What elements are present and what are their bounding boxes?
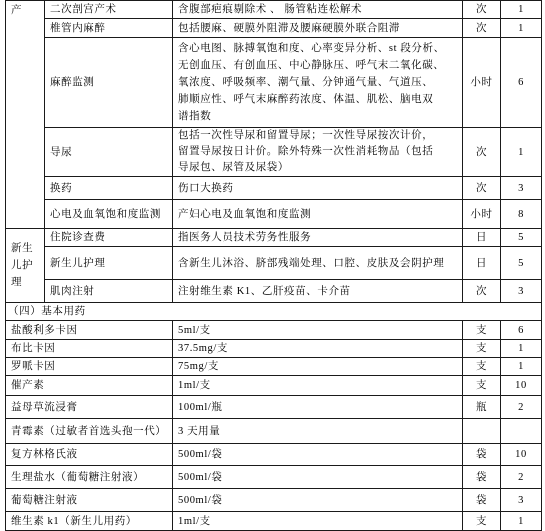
description-line: 注射维生素 K1、乙肝疫苗、卡介苗 (178, 285, 351, 297)
item-quantity: 1 (501, 128, 542, 177)
item-name: 住院诊查费 (45, 229, 173, 247)
drug-spec: 100ml/瓶 (173, 396, 463, 419)
drug-quantity: 3 (501, 489, 542, 512)
drug-unit: 瓶 (463, 396, 501, 419)
fee-table (5, 0, 542, 531)
description-line: 指医务人员技术劳务性服务 (178, 232, 312, 243)
drug-quantity: 2 (501, 466, 542, 489)
item-unit: 次 (463, 280, 501, 303)
description-line: 导尿包、尿管及尿袋） (178, 162, 289, 173)
table-row (6, 200, 542, 229)
drug-quantity: 1 (501, 512, 542, 531)
section-title: （四）基本用药 (6, 303, 542, 321)
drug-name: 布比卡因 (6, 340, 173, 358)
table-row (6, 1, 542, 19)
category-cell (6, 229, 45, 303)
item-name: 换药 (45, 177, 173, 200)
drug-quantity: 10 (501, 444, 542, 466)
item-quantity: 5 (501, 229, 542, 247)
drug-name: 青霉素（过敏者首选头孢一代） (6, 419, 173, 444)
drug-quantity: 6 (501, 321, 542, 340)
item-quantity: 1 (501, 1, 542, 19)
item-description (173, 1, 463, 19)
description-line: 伤口大换药 (178, 182, 234, 194)
table-row (6, 512, 542, 531)
drug-name: 生理盐水（葡萄糖注射液） (6, 466, 173, 489)
section-row (6, 303, 542, 321)
table-row (6, 396, 542, 419)
item-quantity: 5 (501, 247, 542, 280)
item-description (173, 229, 463, 247)
drug-spec: 3 天用量 (173, 419, 463, 444)
item-description (173, 177, 463, 200)
item-name: 心电及血氧饱和度监测 (45, 200, 173, 229)
table-row (6, 38, 542, 128)
table-row (6, 376, 542, 396)
drug-name: 复方林格氏液 (6, 444, 173, 466)
description-line: 包括一次性导尿和留置导尿；一次性导尿按次计价， (178, 130, 434, 141)
item-name: 导尿 (45, 128, 173, 177)
drug-spec: 1ml/支 (173, 512, 463, 531)
item-unit: 次 (463, 128, 501, 177)
description-line: 无创血压、有创血压、中心静脉压、呼气末二氧化碳、 (178, 60, 445, 71)
description-line: 留置导尿按日计价。除外特殊一次性消耗物品（包括 (178, 146, 434, 157)
item-description (173, 247, 463, 280)
table-row (6, 466, 542, 489)
description-line: 含新生儿沐浴、脐部残端处理、口腔、皮肤及会阴护理 (178, 257, 445, 269)
table-row (6, 340, 542, 358)
item-unit: 次 (463, 177, 501, 200)
fee-document (5, 0, 542, 531)
table-row (6, 229, 542, 247)
table-row (6, 419, 542, 444)
table-row (6, 321, 542, 340)
item-unit: 小时 (463, 200, 501, 229)
table-row (6, 19, 542, 38)
item-quantity: 1 (501, 19, 542, 38)
item-description (173, 200, 463, 229)
description-line: 肺顺应性、呼气末麻醉药浓度、体温、肌松、脑电双 (178, 94, 434, 105)
drug-unit: 支 (463, 512, 501, 531)
drug-name: 益母草流浸膏 (6, 396, 173, 419)
drug-unit: 支 (463, 358, 501, 376)
item-quantity: 3 (501, 177, 542, 200)
table-row (6, 444, 542, 466)
drug-unit: 支 (463, 321, 501, 340)
drug-name: 催产素 (6, 376, 173, 396)
item-name: 麻醉监测 (45, 38, 173, 128)
table-row (6, 489, 542, 512)
item-name: 二次剖宫产术 (45, 1, 173, 19)
item-name: 椎管内麻醉 (45, 19, 173, 38)
drug-spec: 5ml/支 (173, 321, 463, 340)
drug-unit: 支 (463, 376, 501, 396)
item-unit: 日 (463, 229, 501, 247)
category-label: 产 (11, 5, 23, 16)
drug-name: 罗哌卡因 (6, 358, 173, 376)
item-name: 新生儿护理 (45, 247, 173, 280)
description-line: 谱指数 (178, 111, 212, 122)
drug-name: 盐酸利多卡因 (6, 321, 173, 340)
drug-spec: 75mg/支 (173, 358, 463, 376)
drug-spec: 1ml/支 (173, 376, 463, 396)
description-line: 包括腰麻、硬膜外阻滞及腰麻硬膜外联合阻滞 (178, 22, 400, 34)
drug-spec: 500ml/袋 (173, 489, 463, 512)
item-description (173, 19, 463, 38)
drug-name: 葡萄糖注射液 (6, 489, 173, 512)
table-row (6, 128, 542, 177)
drug-spec: 37.5mg/支 (173, 340, 463, 358)
table-row (6, 247, 542, 280)
item-quantity: 3 (501, 280, 542, 303)
table-row (6, 177, 542, 200)
description-line: 含腹部疤痕剔除术 、 肠管粘连松解术 (178, 4, 363, 15)
drug-quantity: 2 (501, 396, 542, 419)
drug-unit (463, 419, 501, 444)
category-label: 新生儿护理 (11, 243, 34, 288)
drug-unit: 袋 (463, 466, 501, 489)
item-unit: 次 (463, 19, 501, 38)
item-name: 肌肉注射 (45, 280, 173, 303)
item-quantity: 8 (501, 200, 542, 229)
drug-quantity: 10 (501, 376, 542, 396)
drug-spec: 500ml/袋 (173, 466, 463, 489)
description-line: 产妇心电及血氧饱和度监测 (178, 208, 312, 220)
drug-name: 维生素 k1（新生儿用药） (6, 512, 173, 531)
drug-unit: 支 (463, 340, 501, 358)
description-line: 含心电图、脉搏氧饱和度、心率变异分析、st 段分析、 (178, 43, 445, 54)
drug-unit: 袋 (463, 444, 501, 466)
drug-spec: 500ml/袋 (173, 444, 463, 466)
item-quantity: 6 (501, 38, 542, 128)
description-line: 氧浓度、呼吸频率、潮气量、分钟通气量、气道压、 (178, 77, 434, 88)
item-description (173, 280, 463, 303)
category-cell (6, 1, 45, 229)
table-row (6, 358, 542, 376)
item-unit: 次 (463, 1, 501, 19)
drug-quantity: 1 (501, 358, 542, 376)
drug-quantity (501, 419, 542, 444)
item-description (173, 128, 463, 177)
item-unit: 小时 (463, 38, 501, 128)
drug-quantity: 1 (501, 340, 542, 358)
table-row (6, 280, 542, 303)
item-description (173, 38, 463, 128)
drug-unit: 袋 (463, 489, 501, 512)
item-unit: 日 (463, 247, 501, 280)
